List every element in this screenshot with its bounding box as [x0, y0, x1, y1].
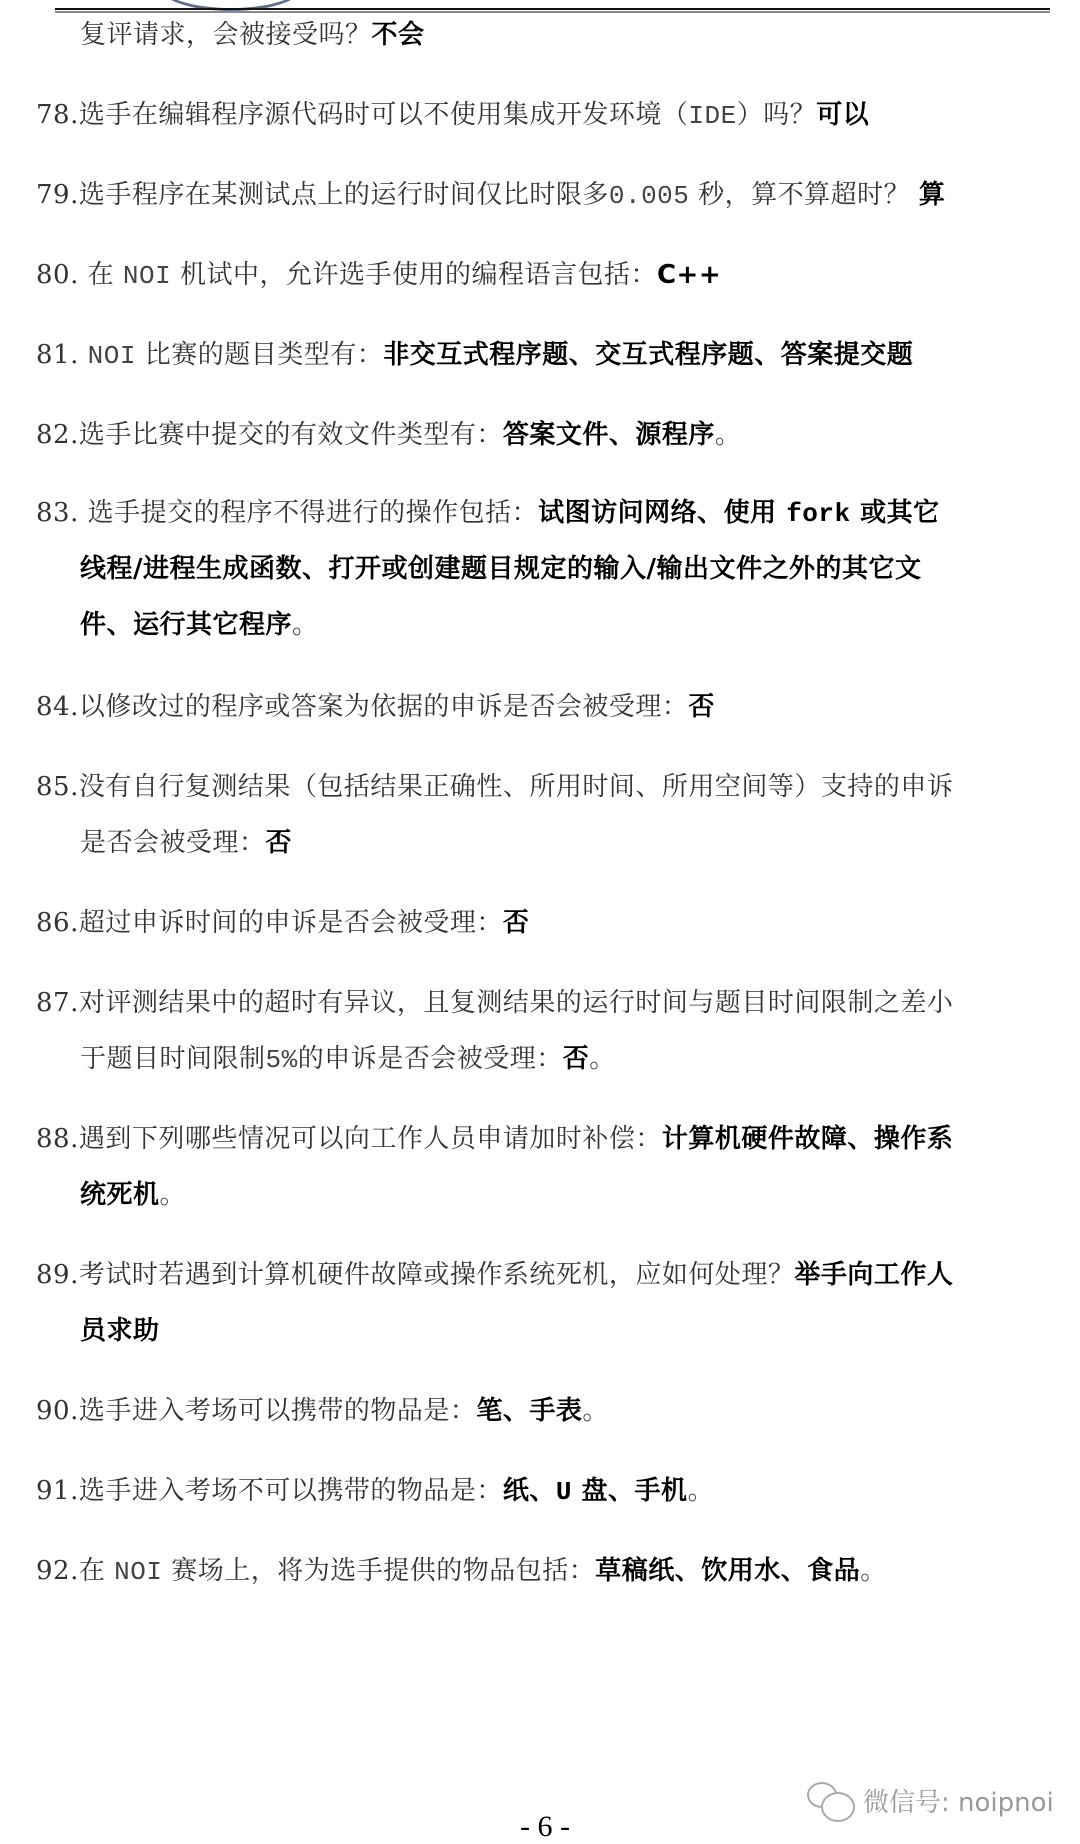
item-87: 87.对评测结果中的超时有异议，且复测结果的运行时间与题目时间限制之差小	[36, 988, 954, 1018]
item-89-line-2: 员求助	[80, 1316, 160, 1346]
wechat-icon	[805, 1778, 855, 1822]
item-86: 86.超过申诉时间的申诉是否会被受理：否	[36, 908, 530, 938]
item-88-line-2: 统死机。	[80, 1180, 187, 1210]
item-90: 90.选手进入考场可以携带的物品是：笔、手表。	[36, 1396, 609, 1426]
item-82: 82.选手比赛中提交的有效文件类型有：答案文件、源程序。	[36, 420, 742, 450]
item-84: 84.以修改过的程序或答案为依据的申诉是否会被受理：否	[36, 692, 715, 722]
item-89: 89.考试时若遇到计算机硬件故障或操作系统死机，应如何处理？举手向工作人	[36, 1260, 954, 1290]
item-92: 92.在 NOI 赛场上，将为选手提供的物品包括：草稿纸、饮用水、食品。	[36, 1556, 887, 1587]
item-80: 80. 在 NOI 机试中，允许选手使用的编程语言包括：C++	[36, 260, 722, 291]
item-78: 78.选手在编辑程序源代码时可以不使用集成开发环境（IDE）吗？可以	[36, 100, 870, 131]
watermark-text: 微信号: noipnoi	[863, 1787, 1054, 1818]
item-87-line-2: 于题目时间限制5%的申诉是否会被受理：否。	[80, 1044, 616, 1075]
item-81: 81. NOI 比赛的题目类型有：非交互式程序题、交互式程序题、答案提交题	[36, 340, 914, 371]
page-number: - 6 -	[520, 1810, 570, 1843]
item-85: 85.没有自行复测结果（包括结果正确性、所用时间、所用空间等）支持的申诉	[36, 772, 954, 802]
wechat-watermark	[805, 1778, 1054, 1822]
item-83: 83. 选手提交的程序不得进行的操作包括：试图访问网络、使用 fork 或其它	[36, 498, 940, 529]
item-79: 79.选手程序在某测试点上的运行时间仅比时限多0.005 秒，算不算超时？ 算	[36, 180, 946, 211]
item-83-line-3: 件、运行其它程序。	[80, 610, 319, 640]
item-88: 88.遇到下列哪些情况可以向工作人员申请加时补偿：计算机硬件故障、操作系	[36, 1124, 954, 1154]
item-85-line-2: 是否会被受理：否	[80, 828, 293, 858]
item-91: 91.选手进入考场不可以携带的物品是：纸、U 盘、手机。	[36, 1476, 715, 1507]
header-rule	[55, 8, 1050, 10]
header-rule-secondary	[55, 11, 1050, 13]
item-83-line-2: 线程/进程生成函数、打开或创建题目规定的输入/输出文件之外的其它文	[80, 554, 922, 584]
item-77-continuation: 复评请求，会被接受吗？不会	[80, 20, 425, 50]
